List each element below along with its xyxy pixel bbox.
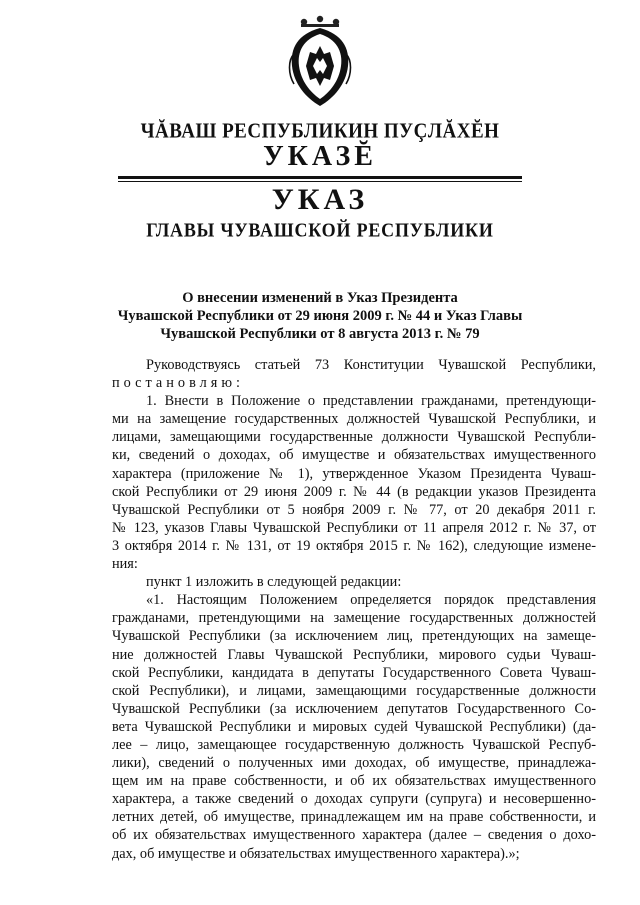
body-line: пункт 1 изложить в следующей редакции: [146,574,402,591]
body-line: 3 октября 2014 г. № 131, от 19 октября 2015 г. № 162), следующие измене- [112,537,596,554]
body-line: летних детей, об имуществе, принадлежащем им на праве собственности, и [112,809,596,826]
body-line: гражданами, претендующими на замещение государственных должностей [112,610,596,627]
body-line: характера, а также сведений о доходах супруги (супруга) и несовершенно- [112,791,596,808]
chuvash-header-line: ЧĂВАШ РЕСПУБЛИКИН ПУÇЛĂХĔН [140,119,500,143]
coat-of-arms-emblem [284,14,356,108]
body-line: Руководствуясь статьей 73 Конституции Чувашской Республики, [146,357,596,373]
title-line: Чувашской Республики от 8 августа 2013 г. № 79 [160,326,480,342]
body-line: лее – лицо, замещающее государственную должность Чувашской Респуб- [112,736,596,753]
title-line: О внесении изменений в Указ Президента [182,290,458,306]
body-line: дах, об имуществе и обязательствах имущественного характера).»; [112,845,520,862]
body-line: ния: [112,556,138,573]
document-title [0,289,640,343]
russian-decree-title: УКАЗ [271,183,369,216]
body-line: вета Чувашской Республики и мировых судей Чувашской Республики) (да- [112,718,596,735]
body-line: постановляю: [112,375,244,392]
document-body [112,356,596,863]
body-line: ской Республики), и лицами, замещающими государственные должности [112,682,596,699]
body-line: об их обязательствах имущественного характера (далее – сведения о дохо- [112,827,596,844]
body-line: Чувашской Республики от 5 ноября 2009 г. № 77, от 20 декабря 2011 г. [112,501,596,518]
body-line: «1. Настоящим Положением определяется порядок представления [146,592,596,609]
body-line: ской Республики, кандидата в депутаты Государственного Совета Чуваш- [112,664,596,681]
body-line: ми на замещение государственных должностей Чувашской Республики, и [112,411,596,428]
body-line: 1. Внести в Положение о представлении гражданами, претендующи- [146,393,596,410]
body-line: ской Республики от 29 июня 2009 г. № 44 (в редакции указов Президента [112,483,596,500]
body-line: щем им на праве собственности, и об их обязательствах имущественного [112,773,596,790]
header-divider-thick [118,176,522,179]
body-line: ки, сведений о доходах, об имуществе и обязательствах имущественного [112,447,596,464]
body-line: ние должностей Главы Чувашской Республики, мирового судьи Чуваш- [112,646,596,663]
body-line: Чувашской Республики (за исключением лиц, претендующих на замеще- [112,628,596,645]
header-divider-thin [118,181,522,182]
body-line: характера (приложение № 1), утвержденное Указом Президента Чуваш- [112,465,596,482]
body-line: Чувашской Республики (за исключением депутатов Государственного Со- [112,700,596,717]
chuvash-decree-title: УКАЗĔ [263,141,377,172]
russian-decree-subtitle: ГЛАВЫ ЧУВАШСКОЙ РЕСПУБЛИКИ [146,218,494,241]
body-line: лицами, замещающими государственные должности Чувашской Республи- [112,429,596,446]
body-line: № 123, указов Главы Чувашской Республики от 11 апреля 2012 г. № 37, от [112,519,596,536]
title-line: Чувашской Республики от 29 июня 2009 г. № 44 и Указ Главы [117,308,523,324]
body-line: лики), сведений о полученных ими доходах, об имуществе, принадлежа- [112,755,596,772]
